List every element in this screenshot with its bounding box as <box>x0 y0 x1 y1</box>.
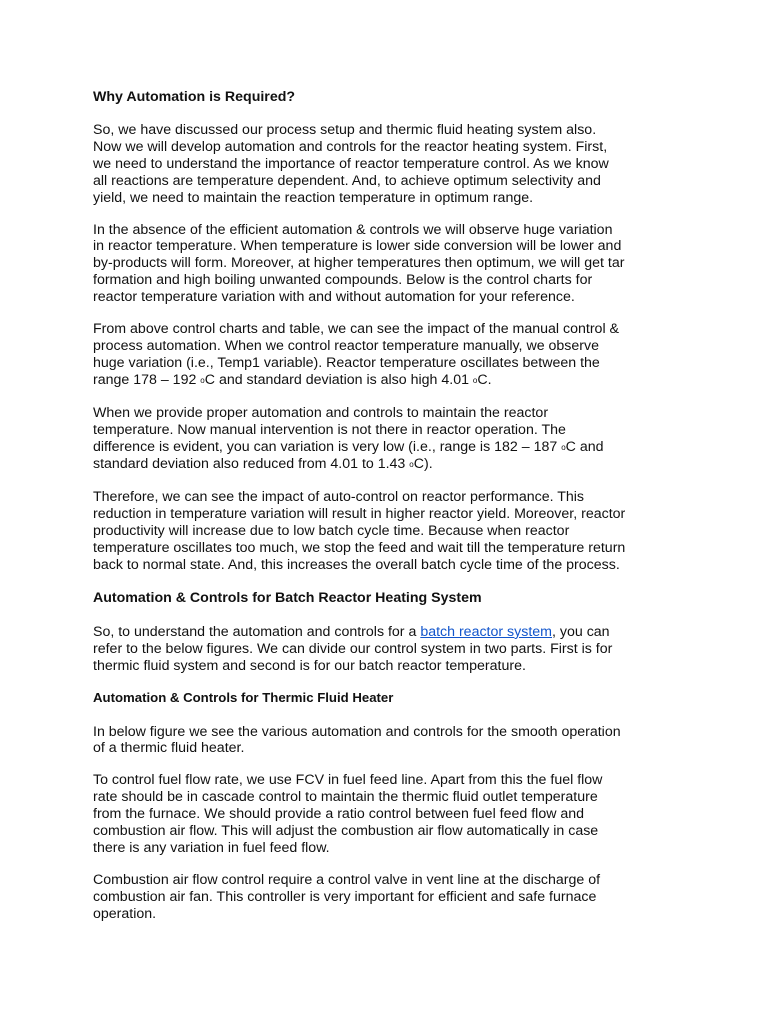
text-line <box>93 456 678 474</box>
degree-symbol: o <box>472 375 478 385</box>
text-line: When we provide proper automation and controls to maintain the reactor <box>93 404 549 421</box>
text-line: So, we have discussed our process setup and thermic fluid heating system also. <box>93 122 597 138</box>
text-segment: standard deviation also reduced from 4.01 to 1.43 <box>93 456 410 473</box>
text-line: To control fuel flow rate, we use FCV in fuel feed line. Apart from this the fuel flow <box>93 772 603 789</box>
heading-why-automation: Why Automation is Required? <box>93 89 296 105</box>
text-line: rate should be in cascade control to maintain the thermic fluid outlet temperature <box>93 789 598 806</box>
subheading-thermic-fluid-heater: Automation & Controls for Thermic Fluid Heater <box>93 689 394 705</box>
text-line: In below figure we see the various automation and controls for the smooth operation <box>93 723 621 740</box>
degree-symbol: o <box>200 375 205 385</box>
paragraph-fuel-flow-control <box>93 772 678 857</box>
text-line <box>93 624 678 641</box>
text-segment: difference is evident, you can variation is very low (i.e., range is 182 – 187 <box>93 438 562 455</box>
paragraph-heater-figure-intro <box>93 724 678 758</box>
text-segment: So, to understand the automation and controls for a <box>93 623 421 640</box>
text-line: formation and high boiling unwanted compounds. Below is the control charts for <box>93 272 593 289</box>
text-line: process automation. When we control reactor temperature manually, we observe <box>93 337 599 354</box>
paragraph-auto-control-impact <box>93 489 678 574</box>
heading-batch-reactor-controls: Automation & Controls for Batch Reactor Heating System <box>93 589 482 606</box>
text-line: reactor temperature variation with and without automation for your reference. <box>93 289 575 306</box>
text-line: combustion air fan. This controller is very important for efficient and safe furnace <box>93 888 597 905</box>
text-line: we need to understand the importance of reactor temperature control. As we know <box>93 155 609 172</box>
text-segment: C). <box>413 456 433 473</box>
paragraph-control-system-parts <box>93 624 678 675</box>
paragraph-manual-control <box>93 321 678 390</box>
text-line: temperature. Now manual intervention is not there in reactor operation. The <box>93 421 566 438</box>
text-line: In the absence of the efficient automation & controls we will observe huge variation <box>93 221 613 238</box>
text-line: From above control charts and table, we can see the impact of the manual control & <box>93 321 620 338</box>
text-line: combustion air flow. This will adjust the combustion air flow automatically in case <box>93 823 599 840</box>
text-line: huge variation (i.e., Temp1 variable). Reactor temperature oscillates between the <box>93 354 600 371</box>
text-segment: C and <box>565 438 604 455</box>
paragraph-proper-automation <box>93 405 678 475</box>
text-line: all reactions are temperature dependent. And, to achieve optimum selectivity and <box>93 172 601 189</box>
text-line <box>93 372 678 390</box>
text-line: thermic fluid system and second is for our batch reactor temperature. <box>93 657 526 674</box>
text-line: Combustion air flow control require a control valve in vent line at the discharge of <box>93 871 601 888</box>
text-segment: range 178 – 192 <box>93 371 201 388</box>
text-line: from the furnace. We should provide a ratio control between fuel feed flow and <box>93 806 585 823</box>
text-segment: C. <box>477 371 492 388</box>
degree-symbol: o <box>561 442 566 452</box>
paragraph-absence-of-automation <box>93 222 678 307</box>
text-line: productivity will increase due to low batch cycle time. Because when reactor <box>93 523 570 540</box>
text-line: Therefore, we can see the impact of auto-control on reactor performance. This <box>93 489 585 506</box>
text-line: reduction in temperature variation will result in higher reactor yield. Moreover, reactor <box>93 506 626 523</box>
degree-symbol: o <box>409 460 414 470</box>
text-line: in reactor temperature. When temperature is lower side conversion will be lower and <box>93 238 622 255</box>
text-segment: , you can <box>552 623 610 640</box>
text-line: Now we will develop automation and controls for the reactor heating system. First, <box>93 138 608 155</box>
paragraph-combustion-air-control <box>93 872 678 923</box>
text-line: operation. <box>93 905 157 922</box>
text-line: by-products will form. Moreover, at higher temperatures then optimum, we will get tar <box>93 255 625 272</box>
text-line <box>93 439 678 457</box>
paragraph-intro <box>93 122 678 207</box>
text-line: yield, we need to maintain the reaction temperature in optimum range. <box>93 189 534 206</box>
text-line: temperature oscillates too much, we stop the feed and wait till the temperature return <box>93 540 626 557</box>
text-line: refer to the below figures. We can divide our control system in two parts. First is for <box>93 640 613 657</box>
batch-reactor-system-link[interactable]: batch reactor system <box>420 623 552 640</box>
text-line: there is any variation in fuel feed flow. <box>93 840 330 856</box>
text-line: of a thermic fluid heater. <box>93 740 245 757</box>
text-line: back to normal state. And, this increases the overall batch cycle time of the process. <box>93 556 620 573</box>
text-segment: C and standard deviation is also high 4.01 <box>204 371 473 388</box>
